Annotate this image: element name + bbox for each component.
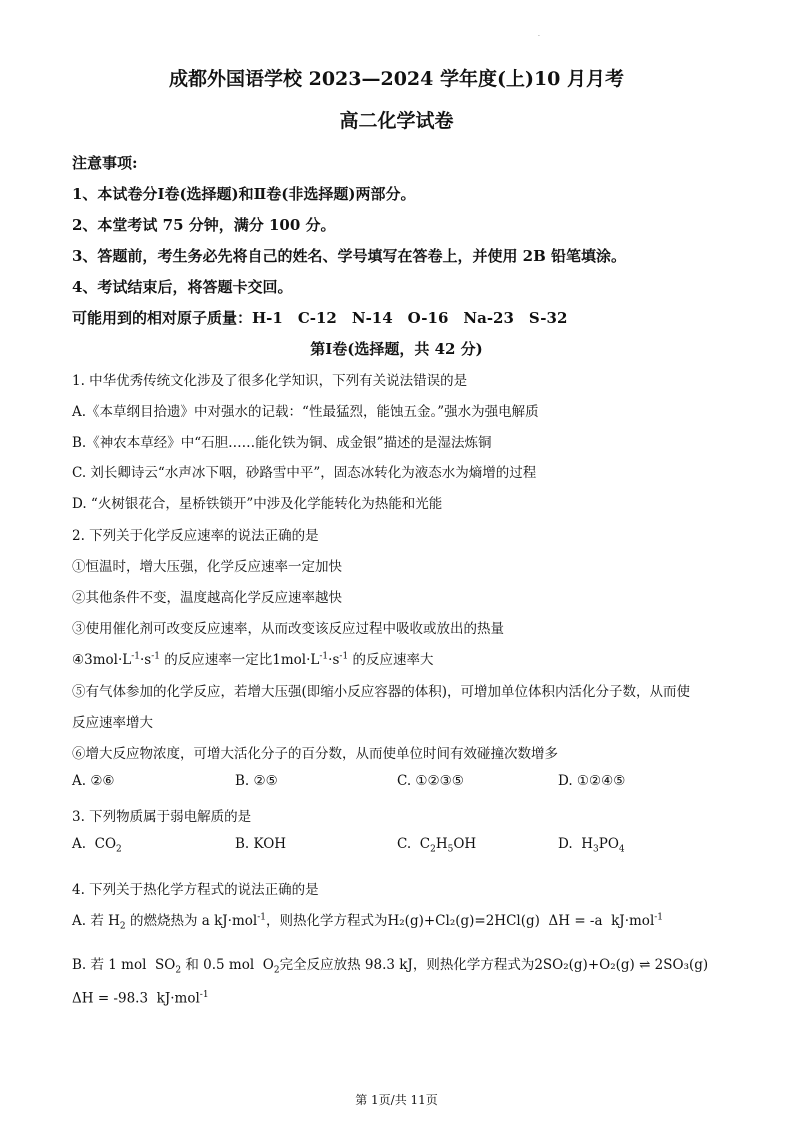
q3-option-b: B. KOH xyxy=(235,836,287,852)
q4-option-a: A. 若 $H_2$ 的燃烧热为 a kJ·mol$^{-1}$，则热化学方程式为H₂(g)+Cl₂(g)=2HCl(g) ΔH = -a kJ·mol$^{-1}$ xyxy=(72,912,664,932)
notice-item-2: 2、本堂考试 75 分钟，满分 100 分。 xyxy=(72,216,336,234)
q3-option-a: A. $CO_2$ xyxy=(72,836,122,855)
q4-stem: 4. 下列关于热化学方程式的说法正确的是 xyxy=(72,882,319,898)
scan-speck: · xyxy=(538,33,540,40)
q1-option-c: C. 刘长卿诗云“水声冰下咽，砂路雪中平”，固态冰转化为液态水为熵增的过程 xyxy=(72,465,537,481)
q4-option-b-cont: ΔH = -98.3 kJ·mol$^{-1}$ xyxy=(72,990,209,1007)
page-footer: 第 1页/共 11页 xyxy=(355,1093,438,1107)
notice-item-1: 1、本试卷分Ⅰ卷(选择题)和Ⅱ卷(非选择题)两部分。 xyxy=(72,185,416,203)
q2-statement-1: ①恒温时，增大压强，化学反应速率一定加快 xyxy=(72,559,342,575)
q1-option-b: B.《神农本草经》中“石胆……能化铁为铜、成金银”描述的是湿法炼铜 xyxy=(72,435,492,451)
q3-option-c: C. $C_2H_5OH$ xyxy=(397,836,477,855)
exam-title: 成都外国语学校 2023—2024 学年度(上)10 月月考 xyxy=(168,68,625,90)
atomic-masses: 可能用到的相对原子质量：H-1 C-12 N-14 O-16 Na-23 S-32 xyxy=(72,309,568,327)
q1-stem: 1. 中华优秀传统文化涉及了很多化学知识，下列有关说法错误的是 xyxy=(72,373,468,389)
q2-statement-3: ③使用催化剂可改变反应速率，从而改变该反应过程中吸收或放出的热量 xyxy=(72,621,504,637)
q1-option-a: A.《本草纲目拾遗》中对强水的记载：“性最猛烈，能蚀五金。”强水为强电解质 xyxy=(72,404,539,420)
q2-option-b: B. ②⑤ xyxy=(235,773,278,789)
q2-statement-4: $④3mol\cdot L^{-1}\cdot s^{-1}$ 的反应速率一定比$1mol\cdot L^{-1}\cdot s^{-1}$ 的反应速率大 xyxy=(72,651,434,668)
q2-statement-5: ⑤有气体参加的化学反应，若增大压强(即缩小反应容器的体积)，可增加单位体积内活化分子数，从而使 xyxy=(72,684,691,700)
q2-option-c: C. ①②③⑤ xyxy=(397,773,464,789)
q1-option-d: D. “火树银花合，星桥铁锁开”中涉及化学能转化为热能和光能 xyxy=(72,496,443,512)
q2-statement-6: ⑥增大反应物浓度，可增大活化分子的百分数，从而使单位时间有效碰撞次数增多 xyxy=(72,746,558,762)
notice-heading: 注意事项: xyxy=(72,154,138,172)
notice-item-4: 4、考试结束后，将答题卡交回。 xyxy=(72,278,293,296)
q4-option-b: B. 若 1 mol $SO_2$ 和 0.5 mol $O_2$完全反应放热 98.3 kJ，则热化学方程式为2SO₂(g)+O₂(g) ⇌ 2SO₃(g) xyxy=(72,957,709,976)
exam-subtitle: 高二化学试卷 xyxy=(339,110,454,132)
q2-statement-5-cont: 反应速率增大 xyxy=(72,715,153,731)
q2-option-d: D. ①②④⑤ xyxy=(558,773,626,789)
q2-statement-2: ②其他条件不变，温度越高化学反应速率越快 xyxy=(72,590,342,606)
q2-stem: 2. 下列关于化学反应速率的说法正确的是 xyxy=(72,528,319,544)
notice-item-3: 3、答题前，考生务必先将自己的姓名、学号填写在答卷上，并使用 2B 铅笔填涂。 xyxy=(72,247,627,265)
q2-option-a: A. ②⑥ xyxy=(72,773,115,789)
q3-option-d: D. $H_3PO_4$ xyxy=(558,836,625,855)
q3-stem: 3. 下列物质属于弱电解质的是 xyxy=(72,809,252,825)
section-1-title: 第Ⅰ卷(选择题，共 42 分) xyxy=(310,340,483,358)
